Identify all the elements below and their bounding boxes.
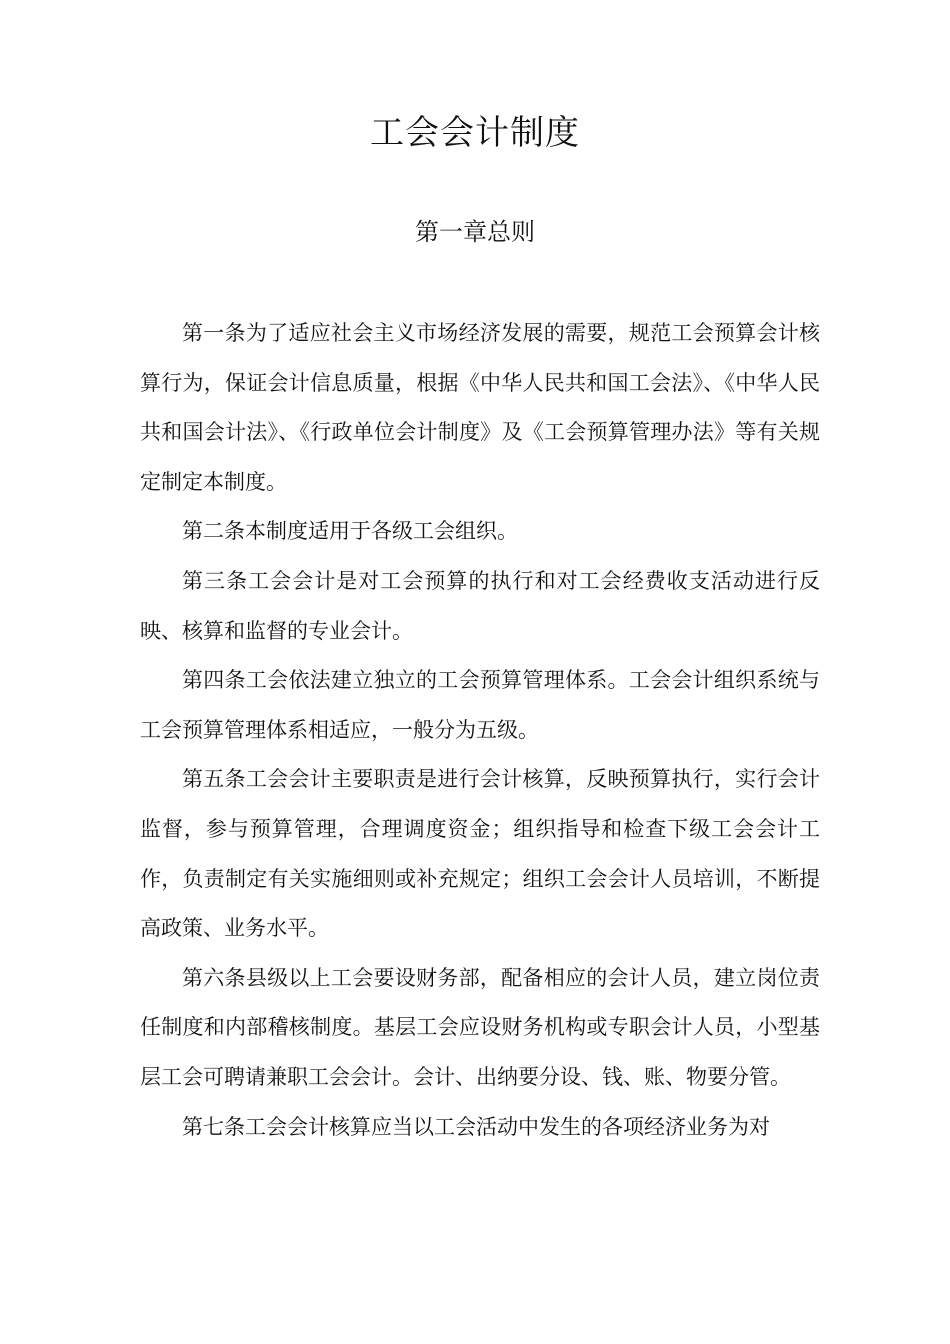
article-1: 第一条为了适应社会主义市场经济发展的需要，规范工会预算会计核算行为，保证会计信息质量，根据《中华人民共和国工会法》、《中华人民共和国会计法》、《行政单位会计制度》及《工会预算管理办法》等有关规定制定本制度。 [140, 321, 820, 494]
article-3: 第三条工会会计是对工会预算的执行和对工会经费收支活动进行反映、核算和监督的专业会计。 [140, 568, 820, 643]
document-body [140, 309, 820, 1152]
article-4: 第四条工会依法建立独立的工会预算管理体系。工会会计组织系统与工会预算管理体系相适应，一般分为五级。 [140, 668, 820, 742]
chapter-heading: 第一章总则 [415, 218, 535, 246]
article-5: 第五条工会会计主要职责是进行会计核算，反映预算执行，实行会计监督，参与预算管理，合理调度资金；组织指导和检查下级工会会计工作，负责制定有关实施细则或补充规定；组织工会会计人员培训，不断提高政策、业务水平。 [140, 767, 820, 941]
article-2: 第二条本制度适用于各级工会组织。 [182, 519, 518, 544]
article-7: 第七条工会会计核算应当以工会活动中发生的各项经济业务为对 [182, 1114, 770, 1139]
article-6: 第六条县级以上工会要设财务部，配备相应的会计人员，建立岗位责任制度和内部稽核制度。基层工会应设财务机构或专职会计人员，小型基层工会可聘请兼职工会会计。会计、出纳要分设、钱、账、物要分管。 [140, 965, 820, 1089]
document-title: 工会会计制度 [370, 113, 580, 153]
